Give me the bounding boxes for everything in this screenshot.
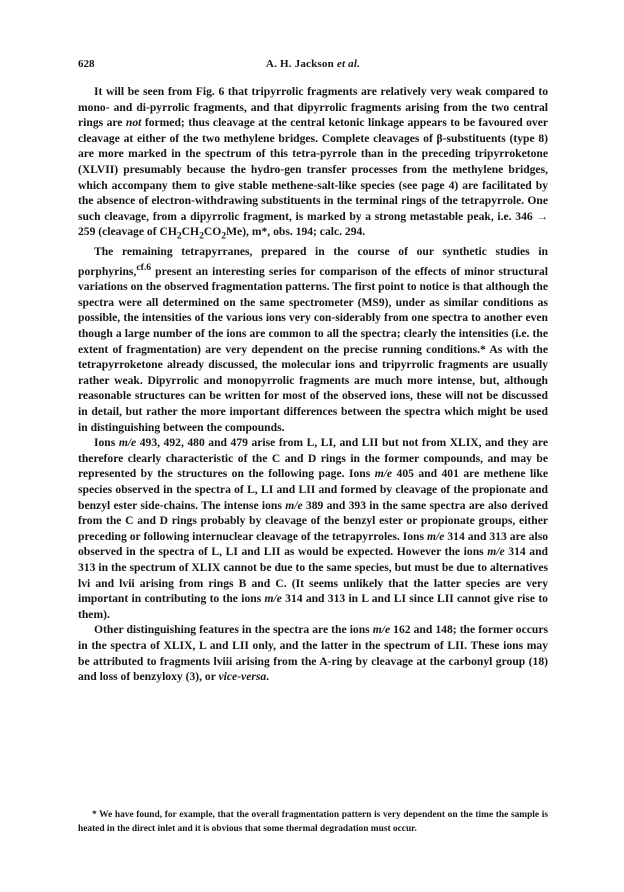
page-number: 628 bbox=[78, 58, 95, 70]
author-name: A. H. Jackson bbox=[265, 58, 334, 70]
footnote bbox=[78, 809, 548, 836]
body-text bbox=[78, 84, 548, 685]
paragraph-1: It will be seen from Fig. 6 that tripyrrolic fragments are relatively very weak compared to mono- and di-pyrrolic fragments, and that dipyrrolic fragments arising from the two central rings are not formed; thus cleavage at the central ketonic linkage appears to be favoured over cleavage at either of the two methylene bridges. Complete cleavages of β-substituents (type 8) are more marked in the spectrum of this tetra-pyrrole than in the preceding tripyrroketone (XLVII) presumably because the hydro-gen transfer processes from the methylene bridges, which accompany them to give stable methene-salt-like species (see page 4) are facilitated by the absence of electron-withdrawing substituents in the terminal rings of the tetrapyrrole. One such cleavage, from a dipyrrolic fragment, is marked by a strong metastable peak, i.e. 346 → 259 (cleavage of $CH_2CH_2CO_2Me$), m*, obs. 194; calc. 294. bbox=[78, 85, 548, 242]
paragraph-2: The remaining tetrapyrranes, prepared in the course of our synthetic studies in porphyrins,$^{cf.6}$ present an interesting series for comparison of the effects of minor structural variations on the observed fragmentation patterns. The first point to notice is that although the spectra were all determined on the same spectrometer (MS9), under as similar conditions as possible, the intensities of the various ions very con-siderably from one spectra to another even though a large number of the ions are common to all the spectra; clearly the intensities (i.e. the extent of fragmentation) are very dependent on the precise running conditions.* As with the tetrapyrroketone already discussed, the molecular ions and tripyrrolic fragments are usually rather weak. Dipyrrolic and monopyrrolic fragments are much more intense, but, although reasonable structures can be written for most of the observed ions, these will not be discussed in detail, but rather the more important differences between the spectra which might be used in distinguishing between the compounds. bbox=[78, 245, 548, 434]
running-head bbox=[78, 56, 548, 72]
footnote-text: * We have found, for example, that the overall fragmentation pattern is very dependent on the time the sample is heated in the direct inlet and it is obvious that some thermal degradation must occur. bbox=[78, 810, 548, 834]
page-header bbox=[78, 56, 548, 72]
paragraph-3: Ions m/e 493, 492, 480 and 479 arise from L, LI, and LII but not from XLIX, and they are therefore clearly characteristic of the C and D rings in the former compounds, and may be represented by the structures on the following page. Ions m/e 405 and 401 are methene like species observed in the spectra of L, LI and LII and formed by cleavage of the propionate and benzyl ester side-chains. The intense ions m/e 389 and 393 in the same spectra are also derived from the C and D rings probably by cleavage of the benzyl ester or propionate groups, either preceding or following internuclear cleavage of the tetrapyrroles. Ions m/e 314 and 313 are also observed in the spectra of L, LI and LII as would be expected. However the ions m/e 314 and 313 in the spectrum of XLIX cannot be due to the same species, but must be due to alternatives lvi and lvii arising from rings B and C. (It seems unlikely that the latter species are very important in contributing to the ions m/e 314 and 313 in L and LI since LII cannot give rise to them). bbox=[78, 436, 549, 621]
paragraph-4: Other distinguishing features in the spectra are the ions m/e 162 and 148; the former occurs in the spectra of XLIX, L and LII only, and the latter in the spectrum of LII. These ions may be attributed to fragments lviii arising from the A-ring by cleavage at the carbonyl group (18) and loss of benzyloxy (3), or vice-versa. bbox=[78, 623, 548, 684]
et-al: et al. bbox=[336, 58, 361, 70]
